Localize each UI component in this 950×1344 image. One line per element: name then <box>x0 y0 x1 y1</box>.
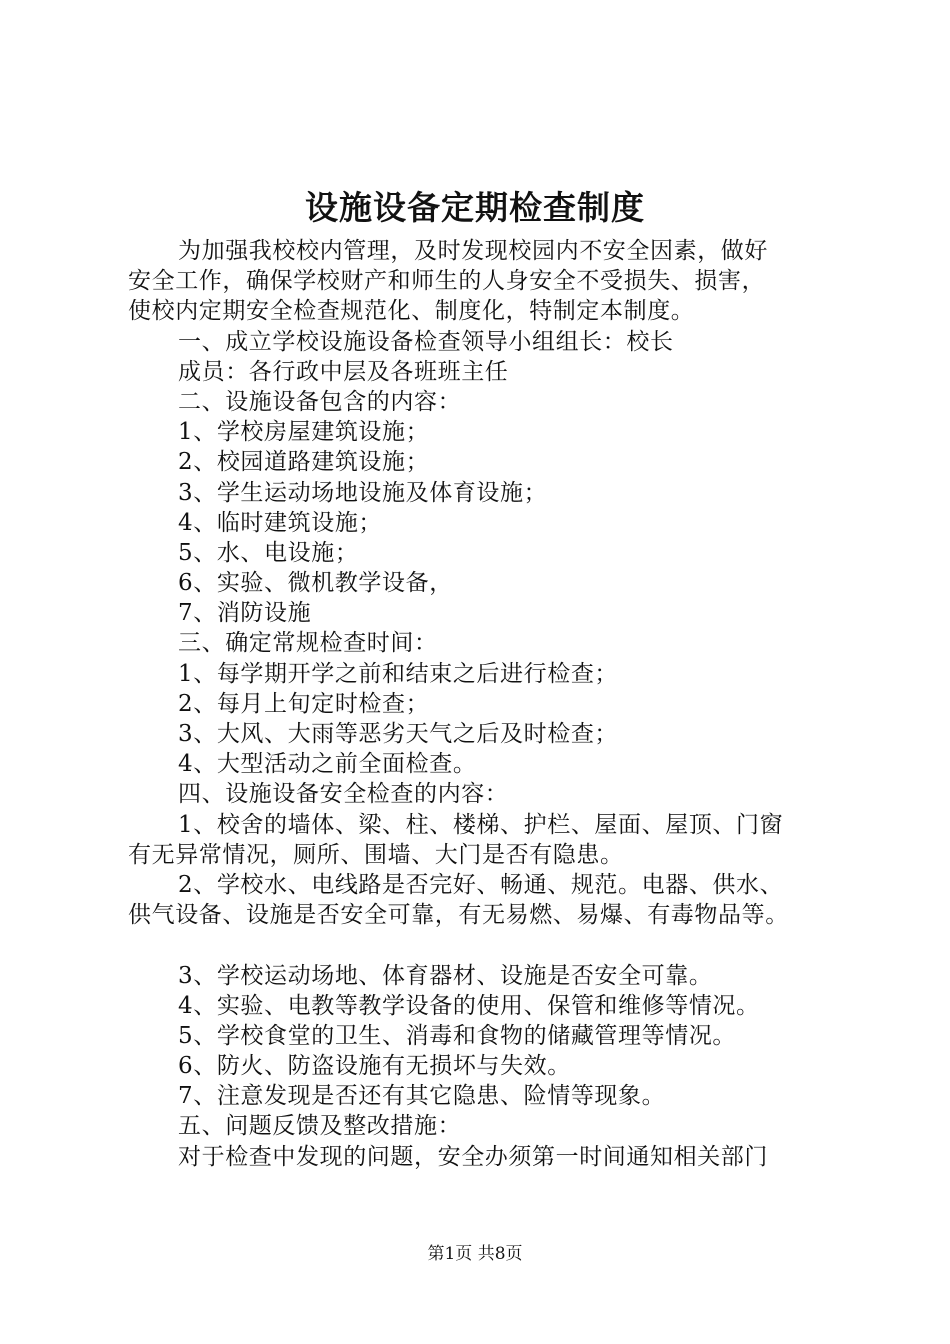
section-heading: 二、设施设备包含的内容： <box>178 388 462 415</box>
list-item: 5、学校食堂的卫生、消毒和食物的储藏管理等情况。 <box>178 1022 737 1049</box>
list-item: 2、每月上旬定时检查； <box>178 690 430 717</box>
paragraph-line: 供气设备、设施是否安全可靠，有无易燃、易爆、有毒物品等。 <box>128 902 789 929</box>
list-item: 7、注意发现是否还有其它隐患、险情等现象。 <box>178 1083 666 1110</box>
section-heading: 三、确定常规检查时间： <box>178 630 438 657</box>
list-item: 6、实验、微机教学设备， <box>178 570 453 597</box>
paragraph-line: 有无异常情况，厕所、围墙、大门是否有隐患。 <box>128 841 624 868</box>
blank-line <box>128 930 850 960</box>
section-heading: 五、问题反馈及整改措施： <box>178 1113 462 1140</box>
list-item: 1、校舍的墙体、梁、柱、楼梯、护栏、屋面、屋顶、门窗 <box>178 811 784 838</box>
list-item: 7、消防设施 <box>178 600 312 627</box>
list-item: 1、学校房屋建筑设施； <box>178 419 430 446</box>
list-item: 2、学校水、电线路是否完好、畅通、规范。电器、供水、 <box>178 871 784 898</box>
section-heading: 四、设施设备安全检查的内容： <box>178 781 509 808</box>
paragraph-line: 对于检查中发现的问题，安全办须第一时间通知相关部门 <box>178 1143 768 1170</box>
list-item: 6、防火、防盗设施有无损坏与失效。 <box>178 1053 571 1080</box>
list-item: 1、每学期开学之前和结束之后进行检查； <box>178 660 619 687</box>
document-title: 设施设备定期检查制度 <box>305 188 645 227</box>
list-item: 3、学校运动场地、体育器材、设施是否安全可靠。 <box>178 962 713 989</box>
list-item: 4、临时建筑设施； <box>178 509 383 536</box>
page-number-footer: 第1页 共8页 <box>427 1244 523 1264</box>
paragraph-line: 使校内定期安全检查规范化、制度化，特制定本制度。 <box>128 298 695 325</box>
paragraph-line: 为加强我校校内管理，及时发现校园内不安全因素，做好 <box>178 238 768 264</box>
list-item: 4、大型活动之前全面检查。 <box>178 751 477 778</box>
list-item: 3、学生运动场地设施及体育设施； <box>178 479 548 506</box>
list-item: 3、大风、大雨等恶劣天气之后及时检查； <box>178 721 619 747</box>
section-heading: 一、成立学校设施设备检查领导小组组长：校长 <box>178 328 674 355</box>
list-item: 4、实验、电教等教学设备的使用、保管和维修等情况。 <box>178 992 760 1019</box>
document-body <box>128 236 850 1172</box>
paragraph-line: 安全工作，确保学校财产和师生的人身安全不受损失、损害， <box>128 268 766 295</box>
paragraph-line: 成员：各行政中层及各班班主任 <box>178 358 509 385</box>
list-item: 2、校园道路建筑设施； <box>178 449 430 476</box>
list-item: 5、水、电设施； <box>178 539 359 566</box>
